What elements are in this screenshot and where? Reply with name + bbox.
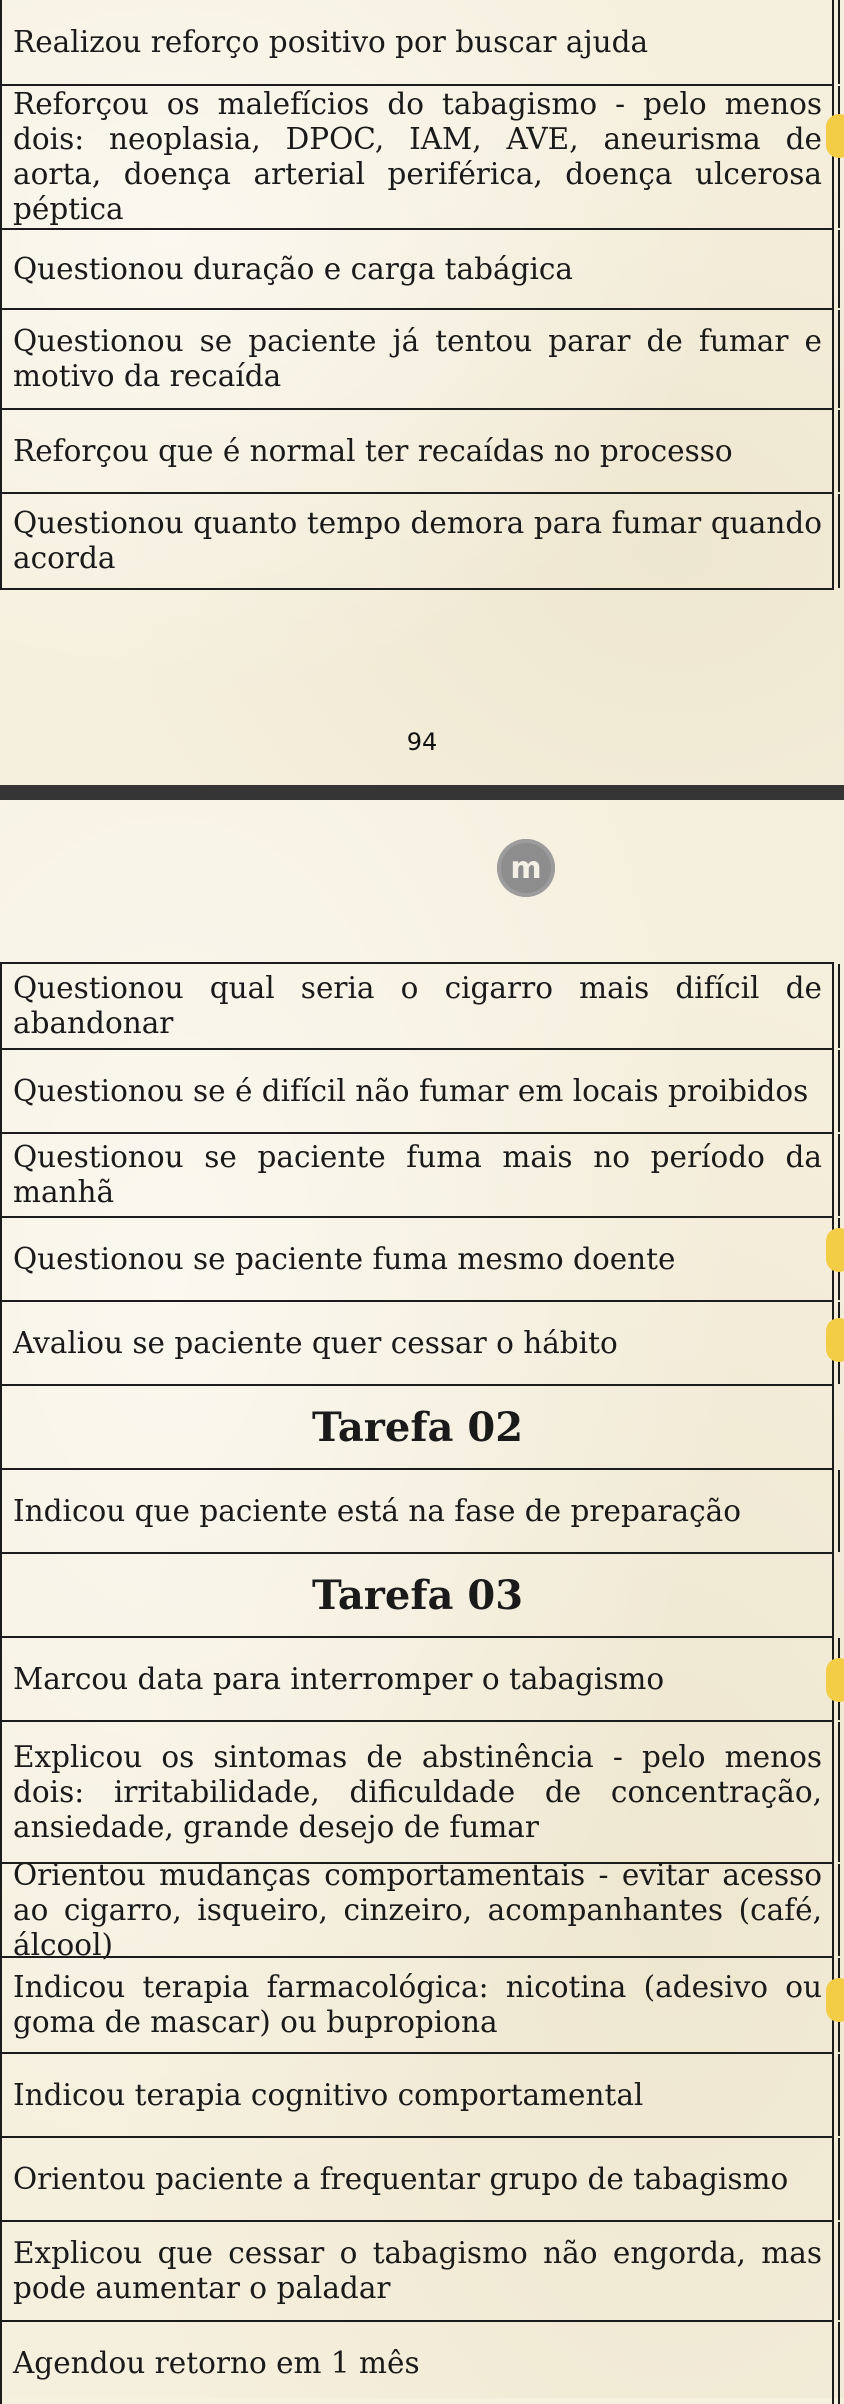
checklist-row — [0, 2052, 834, 2136]
checklist-row — [0, 1216, 834, 1300]
checklist-row — [0, 2220, 834, 2320]
checklist-row — [0, 0, 834, 84]
checklist-row — [0, 228, 834, 308]
checklist-row — [0, 962, 834, 1048]
checklist-item-text: Reforçou os malefícios do tabagismo - pelo menos dois: neoplasia, DPOC, IAM, AVE, aneurisma de aorta, doença arterial periférica, doença ulcerosa péptica — [13, 87, 822, 226]
task-heading: Tarefa 03 — [311, 1571, 524, 1619]
brand-logo: m — [497, 839, 555, 897]
checklist-item-text: Questionou se é difícil não fumar em locais proibidos — [13, 1073, 809, 1108]
checklist-item-text: Indicou terapia farmacológica: nicotina (adesivo ou goma de mascar) ou bupropiona — [13, 1970, 822, 2039]
checklist-item-text: Questionou duração e carga tabágica — [13, 251, 574, 286]
checklist-row — [0, 1720, 834, 1862]
page-divider — [0, 785, 844, 800]
checklist-item-text: Explicou que cessar o tabagismo não engorda, mas pode aumentar o paladar — [13, 2236, 822, 2305]
checklist-item-text: Reforçou que é normal ter recaídas no processo — [13, 433, 733, 468]
highlight-marker — [826, 1658, 844, 1702]
checklist-row — [0, 408, 834, 492]
highlight-marker — [826, 1228, 844, 1272]
checklist-item-text: Orientou mudanças comportamentais - evitar acesso ao cigarro, isqueiro, cinzeiro, acompanhantes (café, álcool) — [13, 1857, 822, 1962]
checklist-item-text: Indicou que paciente está na fase de preparação — [13, 1493, 741, 1528]
checklist-item-text: Questionou quanto tempo demora para fumar quando acorda — [13, 506, 822, 575]
checklist-item-text: Marcou data para interromper o tabagismo — [13, 1661, 665, 1696]
task-heading-row — [0, 1384, 834, 1468]
checklist-row — [0, 1636, 834, 1720]
highlight-marker — [826, 1978, 844, 2022]
checklist-row — [0, 1857, 834, 1962]
checklist-row — [0, 1132, 834, 1216]
checklist-row — [0, 2136, 834, 2220]
highlight-marker — [826, 114, 844, 158]
checklist-item-text: Questionou se paciente fuma mesmo doente — [13, 1241, 676, 1276]
checklist-row — [0, 492, 834, 590]
checklist-item-text: Explicou os sintomas de abstinência - pelo menos dois: irritabilidade, dificuldade de concentração, ansiedade, grande desejo de fumar — [13, 1739, 822, 1844]
checklist-row — [0, 1300, 834, 1384]
checklist-row — [0, 1468, 834, 1552]
checklist-item-text: Agendou retorno em 1 mês — [13, 2345, 420, 2380]
document-page-94 — [0, 0, 844, 785]
checklist-item-text: Indicou terapia cognitivo comportamental — [13, 2077, 644, 2112]
task-heading: Tarefa 02 — [311, 1403, 524, 1451]
checklist-item-text: Questionou qual seria o cigarro mais difícil de abandonar — [13, 971, 822, 1040]
task-heading-row — [0, 1552, 834, 1636]
checklist-row — [0, 1956, 834, 2052]
checklist-item-text: Avaliou se paciente quer cessar o hábito — [13, 1325, 618, 1360]
checklist-row — [0, 1048, 834, 1132]
checklist-row — [0, 2320, 834, 2404]
highlight-marker — [826, 1318, 844, 1362]
checklist-row — [0, 308, 834, 408]
checklist-item-text: Orientou paciente a frequentar grupo de tabagismo — [13, 2161, 789, 2196]
checklist-item-text: Questionou se paciente já tentou parar de fumar e motivo da recaída — [13, 324, 822, 393]
checklist-row — [0, 84, 834, 228]
checklist-item-text: Realizou reforço positivo por buscar ajuda — [13, 24, 649, 59]
page-number: 94 — [406, 728, 438, 756]
checklist-item-text: Questionou se paciente fuma mais no período da manhã — [13, 1140, 822, 1209]
